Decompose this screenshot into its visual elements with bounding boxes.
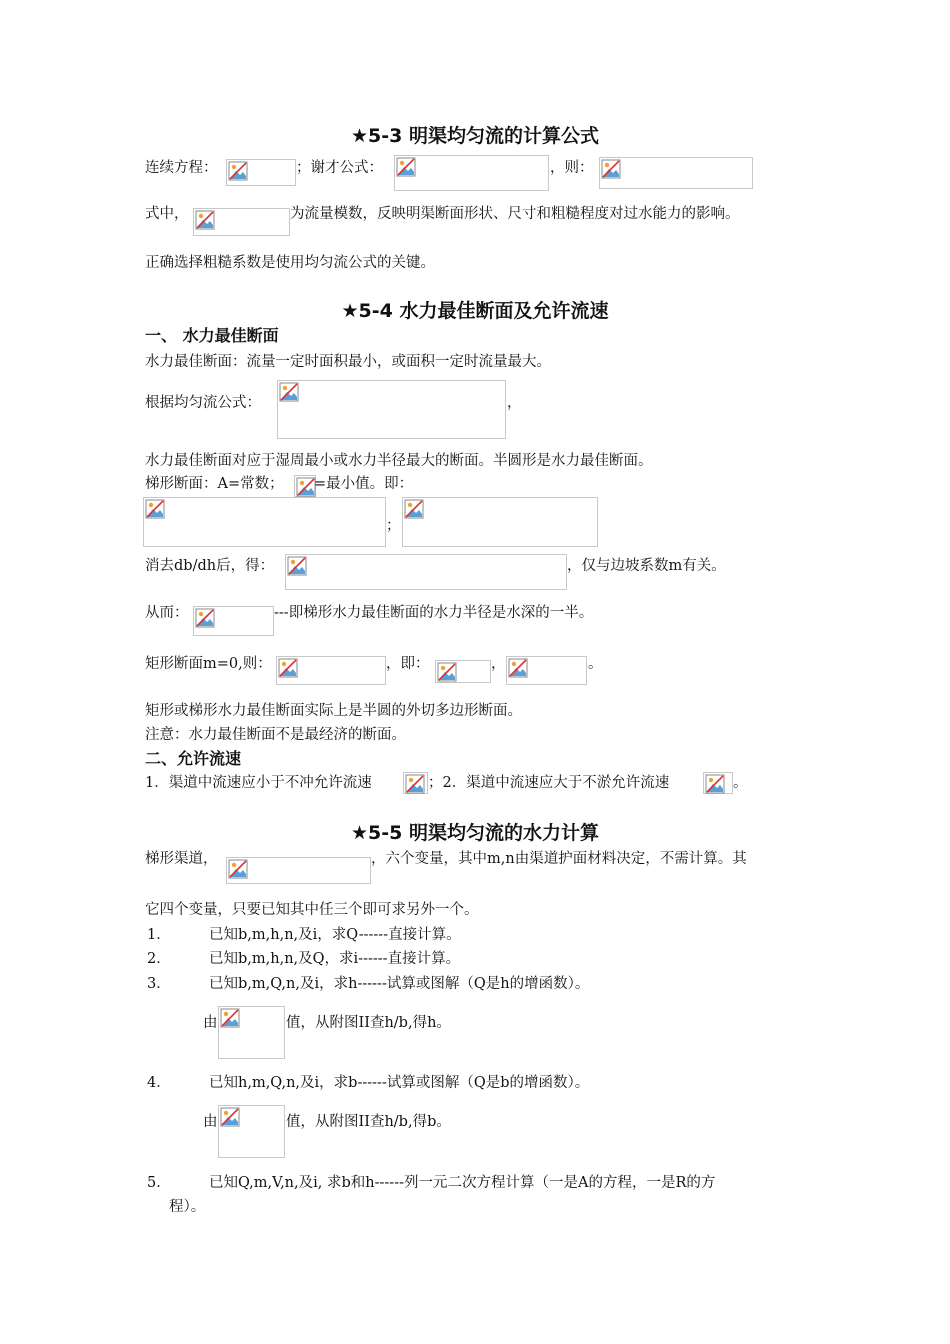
text-line: ，即： (386, 656, 430, 672)
formula-image (277, 380, 506, 439)
text-line: 程）。 (169, 1199, 206, 1215)
text-line: 1．渠道中流速应小于不冲允许流速 (145, 775, 372, 791)
formula-image (226, 159, 296, 186)
text-line: ，六个变量，其中m,n由渠道护面材料决定，不需计算。其 (371, 851, 747, 867)
formula-image (703, 772, 733, 794)
text-line: ， (491, 656, 506, 672)
formula-image (599, 157, 753, 189)
formula-image (218, 1105, 285, 1158)
text-line: 连续方程： (145, 160, 218, 176)
text-line: 式中， (145, 206, 189, 222)
text-line: ； (386, 518, 401, 534)
text-line: 矩形或梯形水力最佳断面实际上是半圆的外切多边形断面。 (145, 703, 522, 719)
text-line: 由 (203, 1015, 218, 1031)
list-item: 2． 已知b,m,h,n,及Q，求i------直接计算。 (147, 951, 461, 967)
text-line: 从而： (145, 605, 189, 621)
list-item: 3． 已知b,m,Q,n,及i，求h------试算或图解（Q是h的增函数）。 (147, 976, 590, 992)
text-line: 为流量模数，反映明渠断面形状、尺寸和粗糙程度对过水能力的影响。 (290, 206, 740, 222)
text-line: 水力最佳断面对应于湿周最小或水力半径最大的断面。半圆形是水力最佳断面。 (145, 453, 653, 469)
text-line: ；谢才公式： (296, 160, 383, 176)
section-title-5-5: ★5-5 明渠均匀流的水力计算 (351, 822, 599, 844)
text-line: 正确选择粗糙系数是使用均匀流公式的关键。 (145, 255, 435, 271)
section-title-5-3: ★5-3 明渠均匀流的计算公式 (351, 125, 599, 147)
formula-image (403, 772, 428, 794)
text-line: 矩形断面m=0,则： (145, 656, 272, 672)
text-line: ，则： (550, 160, 594, 176)
text-line: ---即梯形水力最佳断面的水力半径是水深的一半。 (274, 605, 594, 621)
formula-image (143, 497, 386, 547)
formula-image (402, 497, 598, 547)
formula-image (276, 656, 386, 685)
text-line: 梯形断面：A=常数； (145, 476, 284, 492)
text-line: ；2．渠道中流速应大于不淤允许流速 (428, 775, 670, 791)
text-line: 值，从附图II查h/b,得h。 (286, 1015, 451, 1031)
text-line: 值，从附图II查h/b,得b。 (286, 1114, 451, 1130)
section-title-5-4: ★5-4 水力最佳断面及允许流速 (341, 300, 609, 322)
formula-image (294, 475, 316, 497)
text-line: 。 (588, 656, 603, 672)
formula-image (435, 660, 491, 683)
text-line: 注意：水力最佳断面不是最经济的断面。 (145, 727, 406, 743)
formula-image (506, 656, 587, 685)
text-line: 由 (203, 1114, 218, 1130)
list-item: 1． 已知b,m,h,n,及i，求Q------直接计算。 (147, 927, 461, 943)
formula-image (193, 606, 274, 636)
text-line: =最小值。即： (314, 476, 414, 492)
text-line: 水力最佳断面：流量一定时面积最小，或面积一定时流量最大。 (145, 354, 551, 370)
text-line: ，仅与边坡系数m有关。 (567, 558, 726, 574)
subheading: 二、允许流速 (145, 749, 242, 768)
text-line: 消去db/dh后，得： (145, 558, 275, 574)
list-item: 4． 已知h,m,Q,n,及i，求b------试算或图解（Q是b的增函数）。 (147, 1075, 590, 1091)
text-line: 。 (733, 775, 748, 791)
text-line: 梯形渠道， (145, 851, 218, 867)
formula-image (226, 857, 371, 884)
list-item: 5． 已知Q,m,V,n,及i, 求b和h------列一元二次方程计算（一是A的方程，一是R的方 (147, 1175, 716, 1191)
formula-image (193, 208, 290, 236)
formula-image (218, 1006, 285, 1059)
text-line: 它四个变量，只要已知其中任三个即可求另外一个。 (145, 902, 479, 918)
formula-image (394, 155, 549, 191)
text-line: ， (507, 395, 522, 411)
text-line: 根据均匀流公式： (145, 395, 261, 411)
formula-image (285, 554, 567, 590)
subheading: 一、 水力最佳断面 (145, 326, 279, 345)
